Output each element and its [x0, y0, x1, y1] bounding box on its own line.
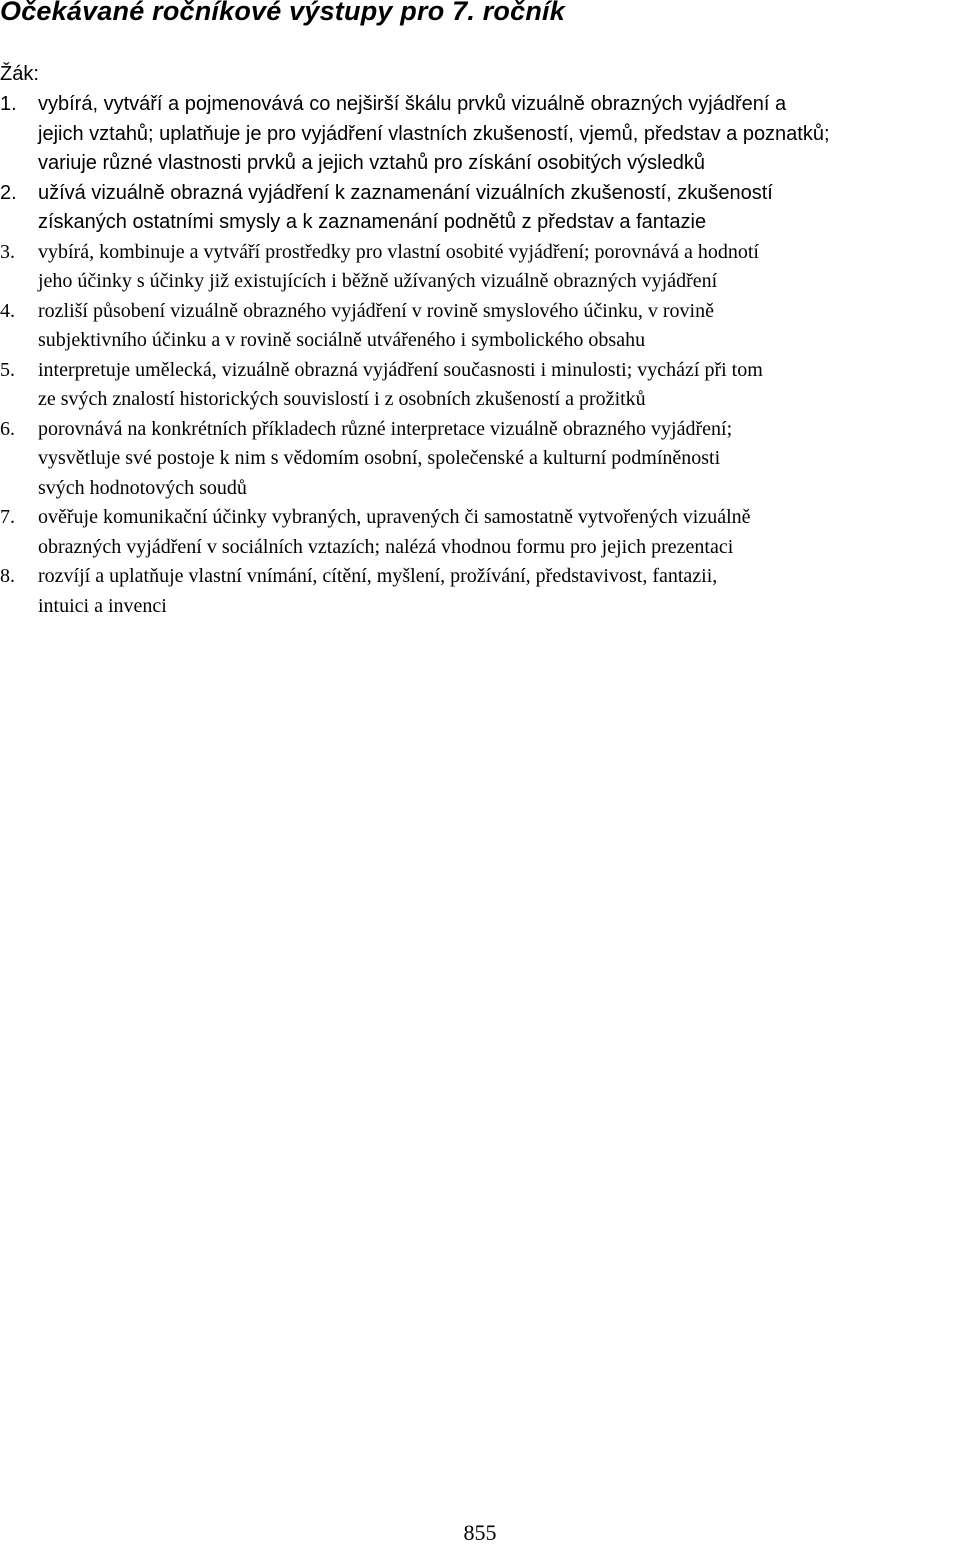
outcome-line: vysvětluje své postoje k nim s vědomím osobní, společenské a kulturní podmíněnosti	[38, 447, 721, 469]
outcome-number: 7.	[0, 506, 15, 528]
outcome-item	[0, 179, 960, 238]
outcome-line: vybírá, kombinuje a vytváří prostředky pro vlastní osobité vyjádření; porovnává a hodnotí	[38, 240, 759, 263]
outcome-number: 6.	[0, 417, 15, 440]
outcome-line: jejich vztahů; uplatňuje je pro vyjádření vlastních zkušeností, vjemů, představ a poznatků;	[38, 122, 830, 145]
outcome-line: jeho účinky s účinky již existujících i běžně užívaných vizuálně obrazných vyjádření	[38, 270, 718, 292]
page-title: Očekávané ročníkové výstupy pro 7. ročník	[0, 0, 565, 26]
outcome-number: 1.	[0, 93, 17, 115]
outcome-line: ze svých znalostí historických souvislostí i z osobních zkušeností a prožitků	[38, 388, 646, 410]
outcome-item	[0, 238, 960, 297]
outcome-number: 5.	[0, 358, 15, 381]
outcome-line: rozliší působení vizuálně obrazného vyjádření v rovině smyslového účinku, v rovině	[38, 299, 714, 322]
outcome-item	[0, 297, 960, 356]
outcome-line: obrazných vyjádření v sociálních vztazích; nalézá vhodnou formu pro jejich prezentaci	[38, 535, 734, 558]
outcome-line: subjektivního účinku a v rovině sociálně utvářeného i symbolického obsahu	[38, 329, 646, 351]
outcome-line: užívá vizuálně obrazná vyjádření k zaznamenání vizuálních zkušeností, zkušeností	[38, 181, 773, 204]
student-label: Žák:	[0, 63, 39, 85]
outcome-line: variuje různé vlastnosti prvků a jejich vztahů pro získání osobitých výsledků	[38, 152, 705, 174]
outcome-item	[0, 90, 960, 179]
outcome-line: vybírá, vytváří a pojmenovává co nejširší škálu prvků vizuálně obrazných vyjádření a	[38, 93, 787, 115]
outcome-number: 4.	[0, 299, 15, 322]
outcome-item	[0, 415, 960, 504]
outcome-line: získaných ostatními smysly a k zaznamenání podnětů z představ a fantazie	[38, 211, 707, 233]
outcome-item	[0, 562, 960, 621]
outcome-line: porovnává na konkrétních příkladech různé interpretace vizuálně obrazného vyjádření;	[38, 417, 733, 440]
outcome-item	[0, 503, 960, 562]
outcome-item	[0, 356, 960, 415]
outcome-line: svých hodnotových soudů	[38, 476, 247, 499]
outcome-line: interpretuje umělecká, vizuálně obrazná vyjádření současnosti i minulosti; vychází při tom	[38, 358, 763, 381]
outcomes-list	[0, 90, 960, 621]
outcome-line: intuici a invenci	[38, 594, 167, 617]
outcome-number: 2.	[0, 181, 17, 204]
outcome-line: rozvíjí a uplatňuje vlastní vnímání, cítění, myšlení, prožívání, představivost, fantazii,	[38, 565, 718, 587]
outcome-line: ověřuje komunikační účinky vybraných, upravených či samostatně vytvořených vizuálně	[38, 506, 751, 528]
outcome-number: 3.	[0, 240, 15, 263]
outcome-number: 8.	[0, 565, 15, 587]
page-number: 855	[463, 1520, 497, 1545]
